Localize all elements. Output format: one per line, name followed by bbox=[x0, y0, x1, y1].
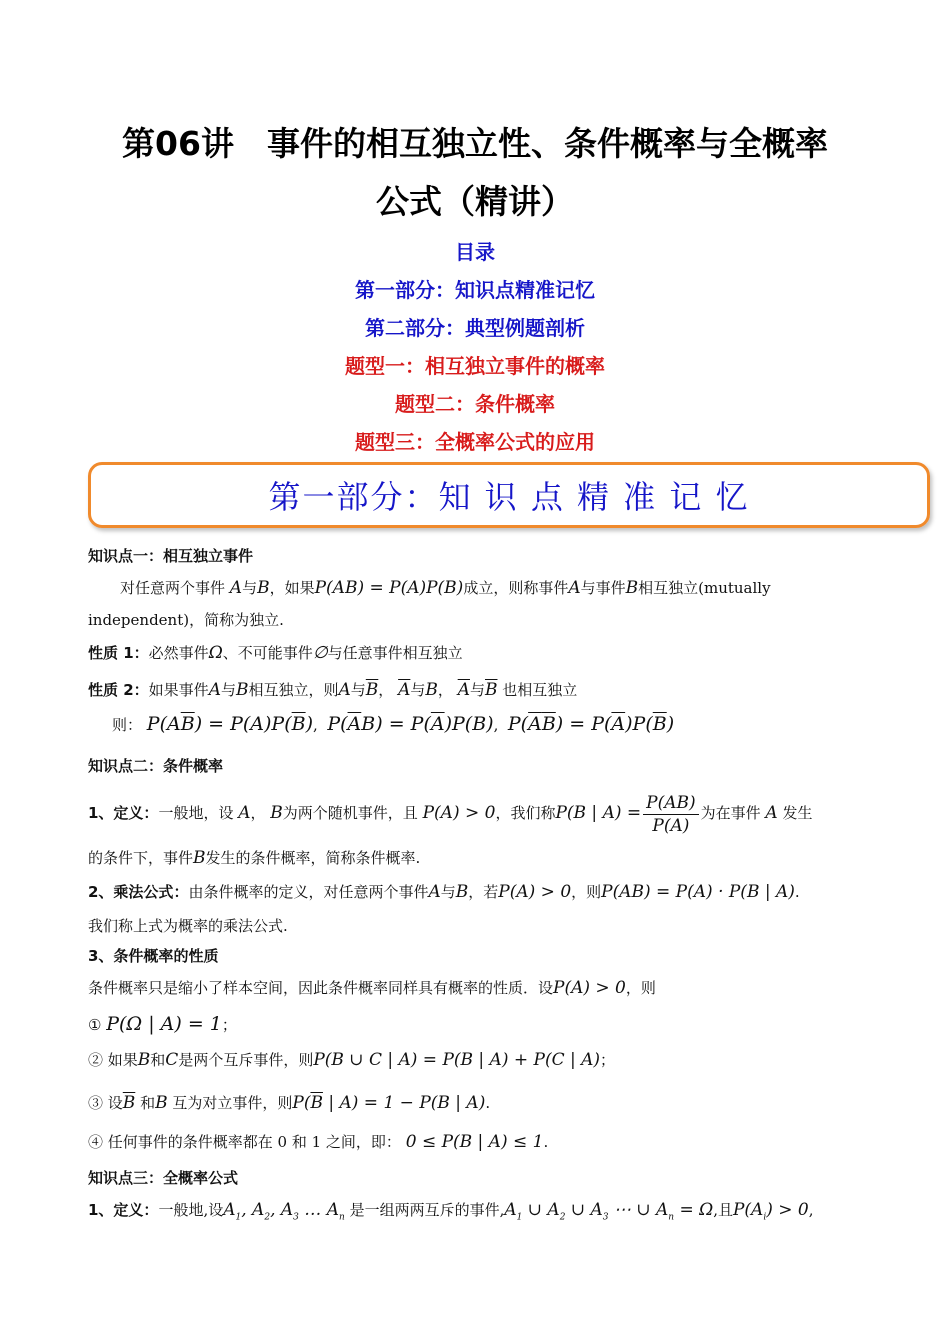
k2-definition-line-2: 的条件下，事件B发生的条件概率，简称条件概率. bbox=[88, 848, 421, 868]
k1-formulas: 则： $P(A\overline{B}) = P(A)P(\overline{B})$, $P(\overline{A}B) = P(\overline{A})P(B)$, $P(\overline{A}\overline{B}) = P(\overline{A})P(\overline{B})$ bbox=[112, 713, 675, 735]
k1-property-2: 性质 2：如果事件A与B相互独立，则A与$\overline{B}$， $\overline{A}$与B， $\overline{A}$与$\overline{B}$ 也相互独立 bbox=[88, 680, 578, 700]
k1-paragraph-line-1: 对任意两个事件 A与B，如果P(AB) = P(A)P(B)成立，则称事件A与事件B相互独立(mutually bbox=[120, 578, 771, 598]
title-line-2: 公式（精讲） bbox=[376, 182, 574, 221]
toc-part-1[interactable]: 第一部分：知识点精准记忆 bbox=[355, 278, 595, 302]
section-banner bbox=[88, 462, 930, 528]
toc-part-2[interactable]: 第二部分：典型例题剖析 bbox=[365, 316, 585, 340]
k1-heading: 知识点一：相互独立事件 bbox=[88, 547, 254, 565]
section-banner-text: 第一部分：知 识 点 精 准 记 忆 bbox=[268, 478, 750, 516]
toc-type-1[interactable]: 题型一：相互独立事件的概率 bbox=[345, 354, 605, 378]
title-line-1: 第06讲 事件的相互独立性、条件概率与全概率 bbox=[122, 124, 828, 163]
k3-heading: 知识点三：全概率公式 bbox=[88, 1169, 239, 1187]
k2-property-1: ① P(Ω | A) = 1； bbox=[88, 1013, 237, 1035]
toc-heading: 目录 bbox=[455, 240, 495, 264]
k2-heading: 知识点二：条件概率 bbox=[88, 757, 224, 775]
k2-property-4: ④ 任何事件的条件概率都在 0 和 1 之间，即： 0 ≤ P(B | A) ≤ 1. bbox=[88, 1132, 549, 1152]
k1-paragraph-line-2: independent)，简称为独立. bbox=[88, 611, 284, 629]
k2-property-3: ③ 设$\overline{B}$ 和B 互为对立事件，则$P(\overline{B}$ | A) = 1 − P(B | A). bbox=[88, 1093, 491, 1113]
toc-type-2[interactable]: 题型二：条件概率 bbox=[395, 392, 555, 416]
k3-definition-line-1: 1、定义：一般地,设$A_1$, $A_2$, $A_3$ … $A_n$ 是一组两两互斥的事件$,A_1$ ∪ $A_2$ ∪ $A_3$ ⋯ ∪ $A_n = \Omega$,且$P(A_i) > 0$, bbox=[88, 1200, 814, 1223]
toc-type-3[interactable]: 题型三：全概率公式的应用 bbox=[355, 430, 595, 454]
k2-property-2: ② 如果B和C是两个互斥事件，则P(B ∪ C | A) = P(B | A) + P(C | A)； bbox=[88, 1050, 616, 1070]
k2-multiplication-line-2: 我们称上式为概率的乘法公式. bbox=[88, 917, 288, 935]
k1-property-1: 性质 1：必然事件Ω、不可能事件∅与任意事件相互独立 bbox=[88, 643, 463, 663]
k2-definition-line-1: 1、定义：一般地，设 A， B为两个随机事件，且 P(A) > 0，我们称P(B | A) = $\frac{P(AB)}{P(A)}$ 为在事件 A 发生 bbox=[88, 792, 813, 836]
k2-property-heading: 3、条件概率的性质 bbox=[88, 947, 219, 965]
k2-property-intro: 条件概率只是缩小了样本空间，因此条件概率同样具有概率的性质．设P(A) > 0，则 bbox=[88, 978, 656, 998]
k2-multiplication-line-1: 2、乘法公式：由条件概率的定义，对任意两个事件A与B，若P(A) > 0，则P(AB) = P(A) · P(B | A). bbox=[88, 882, 800, 902]
